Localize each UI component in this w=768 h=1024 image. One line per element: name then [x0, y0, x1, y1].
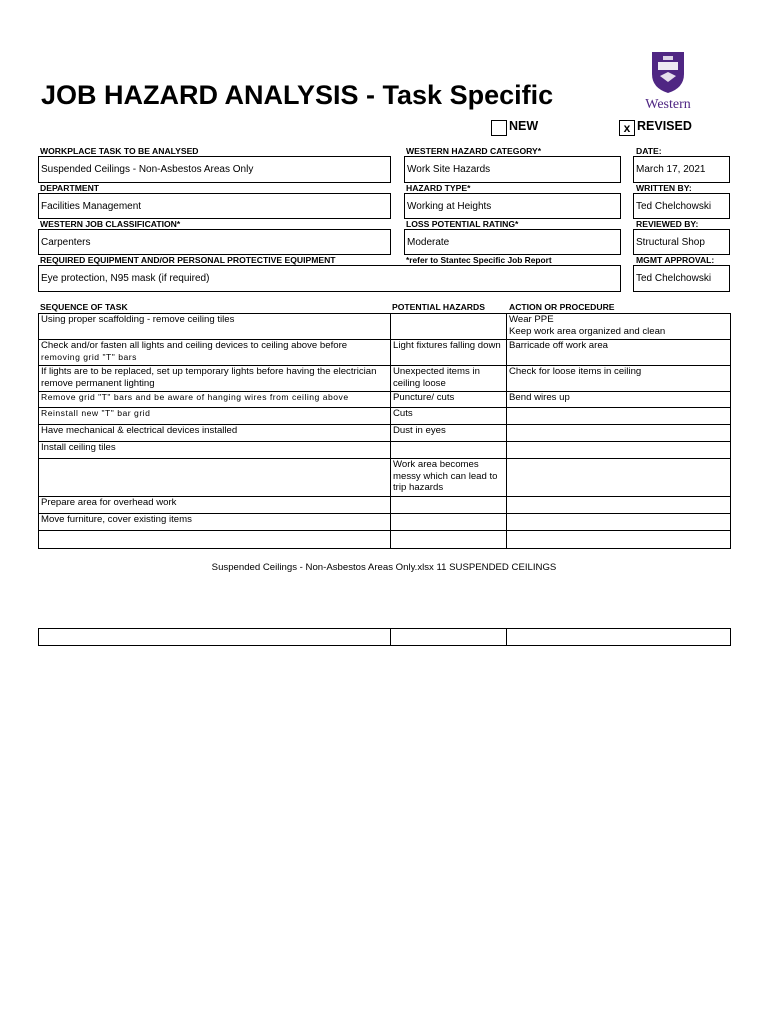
action-cell[interactable]: Bend wires up	[507, 392, 731, 408]
classification-field[interactable]: Carpenters	[38, 229, 391, 255]
task-label: WORKPLACE TASK TO BE ANALYSED	[40, 146, 199, 156]
table-row	[39, 497, 731, 514]
action-cell[interactable]	[507, 497, 731, 514]
task-cell[interactable]: Install ceiling tiles	[39, 442, 391, 459]
revised-checkbox[interactable]: x	[619, 120, 635, 136]
action-cell[interactable]: Check for loose items in ceiling	[507, 366, 731, 392]
task-cell[interactable]: Have mechanical & electrical devices installed	[39, 425, 391, 442]
action-cell[interactable]: Barricade off work area	[507, 340, 731, 366]
action-cell[interactable]	[507, 408, 731, 425]
page-title: JOB HAZARD ANALYSIS - Task Specific	[41, 80, 554, 110]
equipment-field[interactable]: Eye protection, N95 mask (if required)	[38, 265, 621, 292]
written-label: WRITTEN BY:	[636, 183, 692, 193]
table-row	[39, 314, 731, 340]
western-logo-text: Western	[645, 97, 691, 112]
table-row	[39, 425, 731, 442]
table-row	[39, 340, 731, 366]
hazard-cell[interactable]: Unexpected items in ceiling loose	[391, 366, 507, 392]
task-cell[interactable]: Prepare area for overhead work	[39, 497, 391, 514]
hazard-category-label: WESTERN HAZARD CATEGORY*	[406, 146, 542, 156]
department-label: DEPARTMENT	[40, 183, 100, 193]
loss-label: LOSS POTENTIAL RATING*	[406, 219, 519, 229]
action-cell[interactable]	[507, 629, 731, 646]
refer-note: *refer to Stantec Specific Job Report	[406, 255, 552, 265]
approval-label: MGMT APPROVAL:	[636, 255, 715, 265]
hazard-type-label: HAZARD TYPE*	[406, 183, 471, 193]
revised-label: REVISED	[637, 119, 692, 133]
loss-field[interactable]: Moderate	[404, 229, 621, 255]
hazard-cell[interactable]	[391, 531, 507, 549]
task-table	[38, 313, 731, 549]
action-cell[interactable]	[507, 442, 731, 459]
task-cell[interactable]	[39, 459, 391, 497]
hazard-cell[interactable]	[391, 514, 507, 531]
task-cell[interactable]: Check and/or fasten all lights and ceiling devices to ceiling above before removing grid "T" bars	[39, 340, 391, 366]
task-cell[interactable]: Move furniture, cover existing items	[39, 514, 391, 531]
action-cell[interactable]: Wear PPE Keep work area organized and clean	[507, 314, 731, 340]
action-cell[interactable]	[507, 514, 731, 531]
action-header: ACTION OR PROCEDURE	[509, 302, 615, 312]
table-row	[39, 442, 731, 459]
hazard-cell[interactable]	[391, 442, 507, 459]
table-row	[39, 459, 731, 497]
sequence-header: SEQUENCE OF TASK	[40, 302, 128, 312]
hazard-cell[interactable]: Work area becomes messy which can lead to trip hazards	[391, 459, 507, 497]
department-field[interactable]: Facilities Management	[38, 193, 391, 219]
file-footer: Suspended Ceilings - Non-Asbestos Areas Only.xlsx 11 SUSPENDED CEILINGS	[211, 562, 557, 573]
hazard-cell[interactable]	[391, 629, 507, 646]
table-row	[39, 366, 731, 392]
new-label: NEW	[509, 119, 539, 133]
hazard-cell[interactable]	[391, 497, 507, 514]
task-field[interactable]: Suspended Ceilings - Non-Asbestos Areas Only	[38, 156, 391, 183]
action-cell[interactable]	[507, 459, 731, 497]
hazards-header: POTENTIAL HAZARDS	[392, 302, 485, 312]
task-cell[interactable]	[39, 531, 391, 549]
written-field[interactable]: Ted Chelchowski	[633, 193, 730, 219]
lower-empty-table	[38, 628, 731, 646]
approval-field[interactable]: Ted Chelchowski	[633, 265, 730, 292]
new-checkbox[interactable]	[491, 120, 507, 136]
action-cell[interactable]	[507, 531, 731, 549]
task-cell[interactable]: Remove grid "T" bars and be aware of hanging wires from ceiling above	[39, 392, 391, 408]
table-row	[39, 531, 731, 549]
table-row	[39, 629, 731, 646]
date-label: DATE:	[636, 146, 662, 156]
hazard-cell[interactable]: Light fixtures falling down	[391, 340, 507, 366]
reviewed-field[interactable]: Structural Shop	[633, 229, 730, 255]
hazard-type-field[interactable]: Working at Heights	[404, 193, 621, 219]
hazard-cell[interactable]	[391, 314, 507, 340]
table-row	[39, 514, 731, 531]
classification-label: WESTERN JOB CLASSIFICATION*	[40, 219, 181, 229]
date-field[interactable]: March 17, 2021	[633, 156, 730, 183]
task-cell[interactable]: If lights are to be replaced, set up temporary lights before having the electrician remove permanent lighting	[39, 366, 391, 392]
hazard-cell[interactable]: Cuts	[391, 408, 507, 425]
western-crest-icon	[650, 50, 686, 94]
western-logo	[632, 50, 704, 113]
table-row	[39, 392, 731, 408]
hazard-cell[interactable]: Puncture/ cuts	[391, 392, 507, 408]
table-row	[39, 408, 731, 425]
hazard-category-field[interactable]: Work Site Hazards	[404, 156, 621, 183]
action-cell[interactable]	[507, 425, 731, 442]
reviewed-label: REVIEWED BY:	[636, 219, 699, 229]
task-cell[interactable]	[39, 629, 391, 646]
task-cell[interactable]: Reinstall new "T" bar grid	[39, 408, 391, 425]
task-cell[interactable]: Using proper scaffolding - remove ceiling tiles	[39, 314, 391, 340]
hazard-cell[interactable]: Dust in eyes	[391, 425, 507, 442]
equipment-label: REQUIRED EQUIPMENT AND/OR PERSONAL PROTECTIVE EQUIPMENT	[40, 255, 336, 265]
